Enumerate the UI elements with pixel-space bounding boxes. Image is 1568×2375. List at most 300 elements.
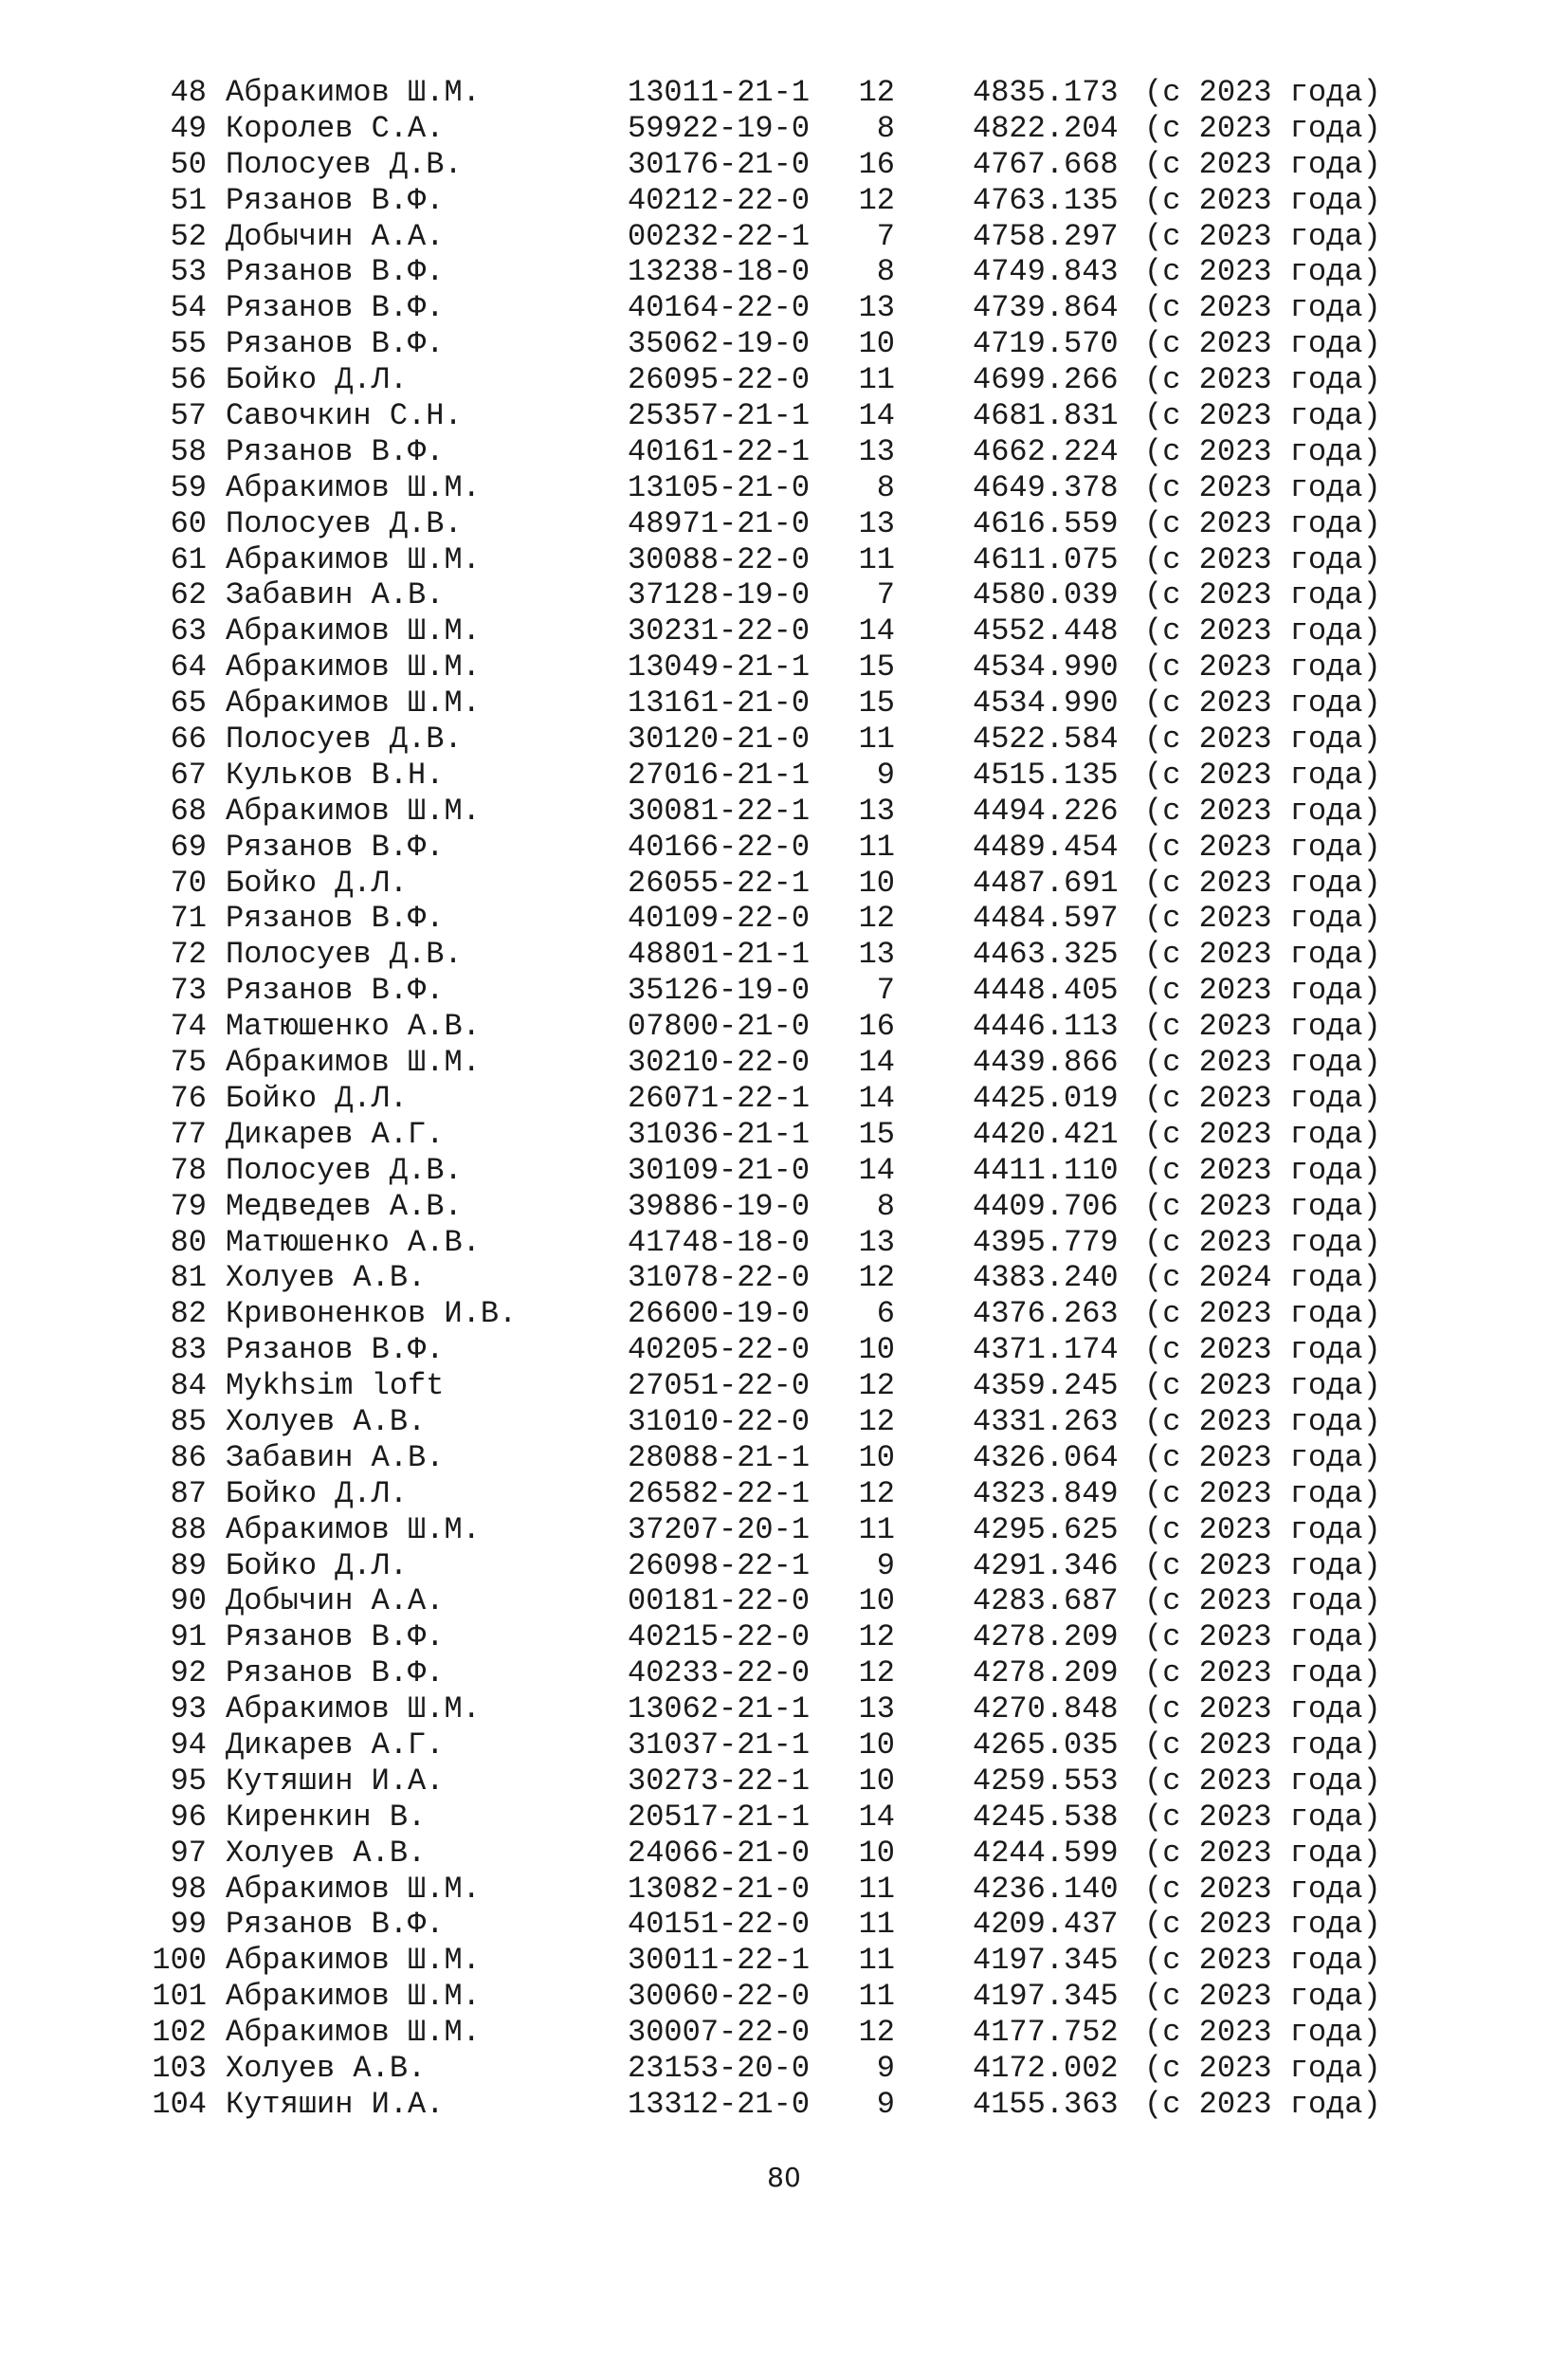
entry-code: 40109-22-0: [628, 901, 811, 937]
entry-code: 30081-22-1: [628, 793, 811, 829]
entry-count: 11: [858, 541, 895, 577]
since-year: (с 2023 года): [1144, 1583, 1381, 1619]
since-year: (с 2023 года): [1144, 1475, 1381, 1511]
owner-name: Рязанов В.Ф.: [226, 1655, 445, 1691]
page-number: 80: [767, 2162, 801, 2193]
owner-name: Mykhsim loft: [226, 1368, 445, 1404]
entry-count: 13: [858, 937, 895, 973]
list-item: [0, 1836, 1568, 1872]
entry-count: 10: [858, 326, 895, 362]
entry-code: 40151-22-0: [628, 1907, 811, 1943]
score-value: 4763.135: [973, 182, 1119, 218]
entry-code: 27016-21-1: [628, 757, 811, 793]
entry-count: 13: [858, 433, 895, 469]
entry-count: 14: [858, 1080, 895, 1116]
entry-code: 24066-21-0: [628, 1835, 811, 1871]
entry-code: 20517-21-1: [628, 1799, 811, 1835]
list-item: [0, 722, 1568, 758]
since-year: (с 2023 года): [1144, 1116, 1381, 1152]
entry-code: 31037-21-1: [628, 1726, 811, 1763]
list-item: [0, 326, 1568, 362]
score-value: 4395.779: [973, 1224, 1119, 1260]
score-value: 4616.559: [973, 505, 1119, 541]
entry-code: 37128-19-0: [628, 577, 811, 613]
since-year: (с 2023 года): [1144, 649, 1381, 685]
score-value: 4662.224: [973, 433, 1119, 469]
score-value: 4749.843: [973, 254, 1119, 290]
entry-code: 48971-21-0: [628, 505, 811, 541]
list-item: [0, 577, 1568, 613]
owner-name: Абракимов Ш.М.: [226, 75, 481, 110]
since-year: (с 2023 года): [1144, 613, 1381, 649]
rank-number: 82: [170, 1296, 207, 1332]
since-year: (с 2023 года): [1144, 290, 1381, 326]
rank-number: 99: [170, 1907, 207, 1943]
ranking-list: [0, 75, 1568, 2123]
entry-count: 13: [858, 793, 895, 829]
entry-code: 30011-22-1: [628, 1943, 811, 1979]
score-value: 4411.110: [973, 1152, 1119, 1188]
entry-count: 11: [858, 829, 895, 865]
list-item: [0, 2015, 1568, 2051]
entry-count: 11: [858, 362, 895, 398]
score-value: 4487.691: [973, 865, 1119, 901]
since-year: (с 2023 года): [1144, 1691, 1381, 1727]
entry-code: 35062-19-0: [628, 326, 811, 362]
entry-count: 9: [876, 2050, 895, 2086]
since-year: (с 2023 года): [1144, 1799, 1381, 1835]
since-year: (с 2023 года): [1144, 1655, 1381, 1691]
since-year: (с 2023 года): [1144, 362, 1381, 398]
entry-count: 10: [858, 1583, 895, 1619]
rank-number: 72: [170, 937, 207, 973]
score-value: 4259.553: [973, 1763, 1119, 1799]
entry-code: 30060-22-0: [628, 1979, 811, 2015]
since-year: (с 2023 года): [1144, 1296, 1381, 1332]
entry-count: 10: [858, 1439, 895, 1475]
entry-code: 13312-21-0: [628, 2086, 811, 2122]
since-year: (с 2023 года): [1144, 1943, 1381, 1979]
entry-count: 9: [876, 1547, 895, 1583]
since-year: (с 2023 года): [1144, 1547, 1381, 1583]
entry-count: 11: [858, 1943, 895, 1979]
entry-count: 8: [876, 110, 895, 146]
since-year: (с 2023 года): [1144, 1224, 1381, 1260]
owner-name: Королев С.А.: [226, 110, 445, 146]
list-item: [0, 1583, 1568, 1619]
entry-code: 23153-20-0: [628, 2050, 811, 2086]
since-year: (с 2023 года): [1144, 1403, 1381, 1439]
owner-name: Кульков В.Н.: [226, 757, 445, 793]
owner-name: Бойко Д.Л.: [226, 1475, 409, 1511]
score-value: 4359.245: [973, 1368, 1119, 1404]
list-item: [0, 866, 1568, 902]
owner-name: Рязанов В.Ф.: [226, 1619, 445, 1655]
rank-number: 51: [170, 182, 207, 218]
score-value: 4278.209: [973, 1655, 1119, 1691]
entry-code: 35126-19-0: [628, 973, 811, 1009]
rank-number: 50: [170, 146, 207, 182]
score-value: 4409.706: [973, 1188, 1119, 1224]
owner-name: Дикарев А.Г.: [226, 1116, 445, 1152]
score-value: 4719.570: [973, 326, 1119, 362]
rank-number: 56: [170, 362, 207, 398]
since-year: (с 2024 года): [1144, 1260, 1381, 1296]
score-value: 4534.990: [973, 649, 1119, 685]
list-item: [0, 830, 1568, 866]
list-item: [0, 542, 1568, 578]
rank-number: 67: [170, 757, 207, 793]
since-year: (с 2023 года): [1144, 829, 1381, 865]
entry-code: 26098-22-1: [628, 1547, 811, 1583]
score-value: 4699.266: [973, 362, 1119, 398]
entry-code: 30231-22-0: [628, 613, 811, 649]
owner-name: Абракимов Ш.М.: [226, 1871, 481, 1907]
owner-name: Киренкин В.: [226, 1799, 427, 1835]
score-value: 4681.831: [973, 398, 1119, 434]
list-item: [0, 685, 1568, 722]
entry-count: 11: [858, 1907, 895, 1943]
owner-name: Матюшенко А.В.: [226, 1224, 481, 1260]
rank-number: 85: [170, 1403, 207, 1439]
owner-name: Добычин А.А.: [226, 218, 445, 254]
score-value: 4376.263: [973, 1296, 1119, 1332]
entry-count: 9: [876, 2086, 895, 2122]
since-year: (с 2023 года): [1144, 1332, 1381, 1368]
list-item: [0, 1332, 1568, 1368]
list-item: [0, 1548, 1568, 1584]
since-year: (с 2023 года): [1144, 2050, 1381, 2086]
rank-number: 70: [170, 865, 207, 901]
entry-count: 10: [858, 1835, 895, 1871]
score-value: 4522.584: [973, 722, 1119, 758]
score-value: 4822.204: [973, 110, 1119, 146]
rank-number: 54: [170, 290, 207, 326]
owner-name: Рязанов В.Ф.: [226, 973, 445, 1009]
entry-count: 16: [858, 1009, 895, 1045]
list-item: [0, 1260, 1568, 1296]
owner-name: Холуев А.В.: [226, 1835, 427, 1871]
list-item: [0, 2051, 1568, 2087]
list-item: [0, 398, 1568, 434]
rank-number: 52: [170, 218, 207, 254]
score-value: 4611.075: [973, 541, 1119, 577]
owner-name: Рязанов В.Ф.: [226, 290, 445, 326]
entry-code: 30007-22-0: [628, 2015, 811, 2051]
score-value: 4439.866: [973, 1045, 1119, 1081]
entry-code: 40161-22-1: [628, 433, 811, 469]
entry-code: 40164-22-0: [628, 290, 811, 326]
rank-number: 60: [170, 505, 207, 541]
since-year: (с 2023 года): [1144, 1511, 1381, 1547]
since-year: (с 2023 года): [1144, 75, 1381, 110]
entry-code: 31010-22-0: [628, 1403, 811, 1439]
rank-number: 83: [170, 1332, 207, 1368]
list-item: [0, 901, 1568, 937]
score-value: 4383.240: [973, 1260, 1119, 1296]
score-value: 4580.039: [973, 577, 1119, 613]
rank-number: 84: [170, 1368, 207, 1404]
entry-count: 12: [858, 1619, 895, 1655]
since-year: (с 2023 года): [1144, 1045, 1381, 1081]
entry-count: 10: [858, 1763, 895, 1799]
score-value: 4270.848: [973, 1691, 1119, 1727]
entry-count: 11: [858, 1979, 895, 2015]
owner-name: Полосуев Д.В.: [226, 937, 463, 973]
entry-count: 12: [858, 1403, 895, 1439]
score-value: 4425.019: [973, 1080, 1119, 1116]
rank-number: 102: [152, 2015, 207, 2051]
list-item: [0, 147, 1568, 183]
rank-number: 81: [170, 1260, 207, 1296]
rank-number: 100: [152, 1943, 207, 1979]
entry-count: 14: [858, 1152, 895, 1188]
since-year: (с 2023 года): [1144, 110, 1381, 146]
owner-name: Абракимов Ш.М.: [226, 793, 481, 829]
since-year: (с 2023 года): [1144, 433, 1381, 469]
entry-count: 8: [876, 1188, 895, 1224]
entry-count: 11: [858, 1511, 895, 1547]
list-item: [0, 1943, 1568, 1979]
since-year: (с 2023 года): [1144, 1835, 1381, 1871]
list-item: [0, 1619, 1568, 1655]
entry-code: 13049-21-1: [628, 649, 811, 685]
rank-number: 64: [170, 649, 207, 685]
score-value: 4420.421: [973, 1116, 1119, 1152]
entry-code: 13062-21-1: [628, 1691, 811, 1727]
owner-name: Рязанов В.Ф.: [226, 433, 445, 469]
owner-name: Забавин А.В.: [226, 1439, 445, 1475]
owner-name: Полосуев Д.В.: [226, 722, 463, 758]
list-item: [0, 1727, 1568, 1763]
rank-number: 55: [170, 326, 207, 362]
entry-code: 40233-22-0: [628, 1655, 811, 1691]
rank-number: 68: [170, 793, 207, 829]
owner-name: Абракимов Ш.М.: [226, 2015, 481, 2051]
score-value: 4265.035: [973, 1726, 1119, 1763]
score-value: 4155.363: [973, 2086, 1119, 2122]
owner-name: Бойко Д.Л.: [226, 1547, 409, 1583]
entry-count: 13: [858, 1224, 895, 1260]
owner-name: Бойко Д.Л.: [226, 1080, 409, 1116]
list-item: [0, 1009, 1568, 1045]
entry-count: 12: [858, 1655, 895, 1691]
score-value: 4236.140: [973, 1871, 1119, 1907]
entry-code: 40166-22-0: [628, 829, 811, 865]
rank-number: 63: [170, 613, 207, 649]
since-year: (с 2023 года): [1144, 1080, 1381, 1116]
entry-count: 7: [876, 973, 895, 1009]
list-item: [0, 649, 1568, 685]
list-item: [0, 1404, 1568, 1440]
rank-number: 74: [170, 1009, 207, 1045]
owner-name: Рязанов В.Ф.: [226, 326, 445, 362]
list-item: [0, 111, 1568, 147]
list-item: [0, 1872, 1568, 1908]
entry-code: 40205-22-0: [628, 1332, 811, 1368]
list-item: [0, 1117, 1568, 1153]
score-value: 4197.345: [973, 1979, 1119, 2015]
owner-name: Кутяшин И.А.: [226, 1763, 445, 1799]
rank-number: 76: [170, 1080, 207, 1116]
entry-count: 13: [858, 290, 895, 326]
list-item: [0, 758, 1568, 794]
rank-number: 75: [170, 1045, 207, 1081]
score-value: 4331.263: [973, 1403, 1119, 1439]
since-year: (с 2023 года): [1144, 505, 1381, 541]
entry-code: 31036-21-1: [628, 1116, 811, 1152]
since-year: (с 2023 года): [1144, 326, 1381, 362]
score-value: 4295.625: [973, 1511, 1119, 1547]
entry-code: 26055-22-1: [628, 865, 811, 901]
entry-count: 12: [858, 1260, 895, 1296]
entry-code: 25357-21-1: [628, 398, 811, 434]
rank-number: 90: [170, 1583, 207, 1619]
rank-number: 97: [170, 1835, 207, 1871]
list-item: [0, 1153, 1568, 1189]
entry-count: 14: [858, 398, 895, 434]
entry-count: 13: [858, 505, 895, 541]
list-item: [0, 794, 1568, 830]
rank-number: 91: [170, 1619, 207, 1655]
entry-code: 41748-18-0: [628, 1224, 811, 1260]
owner-name: Матюшенко А.В.: [226, 1009, 481, 1045]
score-value: 4172.002: [973, 2050, 1119, 2086]
owner-name: Рязанов В.Ф.: [226, 254, 445, 290]
entry-count: 12: [858, 75, 895, 110]
since-year: (с 2023 года): [1144, 1619, 1381, 1655]
score-value: 4326.064: [973, 1439, 1119, 1475]
since-year: (с 2023 года): [1144, 1763, 1381, 1799]
score-value: 4446.113: [973, 1009, 1119, 1045]
owner-name: Абракимов Ш.М.: [226, 613, 481, 649]
list-item: [0, 1476, 1568, 1512]
rank-number: 57: [170, 398, 207, 434]
list-item: [0, 1368, 1568, 1404]
owner-name: Абракимов Ш.М.: [226, 1943, 481, 1979]
entry-code: 30176-21-0: [628, 146, 811, 182]
score-value: 4835.173: [973, 75, 1119, 110]
score-value: 4448.405: [973, 973, 1119, 1009]
rank-number: 59: [170, 469, 207, 505]
owner-name: Абракимов Ш.М.: [226, 1511, 481, 1547]
rank-number: 95: [170, 1763, 207, 1799]
rank-number: 71: [170, 901, 207, 937]
rank-number: 92: [170, 1655, 207, 1691]
entry-code: 30109-21-0: [628, 1152, 811, 1188]
list-item: [0, 1225, 1568, 1261]
entry-count: 7: [876, 218, 895, 254]
since-year: (с 2023 года): [1144, 254, 1381, 290]
list-item: [0, 1655, 1568, 1691]
rank-number: 69: [170, 829, 207, 865]
since-year: (с 2023 года): [1144, 1009, 1381, 1045]
owner-name: Абракимов Ш.М.: [226, 1979, 481, 2015]
entry-count: 12: [858, 1368, 895, 1404]
owner-name: Кривоненков И.В.: [226, 1296, 518, 1332]
entry-count: 10: [858, 865, 895, 901]
owner-name: Полосуев Д.В.: [226, 1152, 463, 1188]
rank-number: 61: [170, 541, 207, 577]
score-value: 4484.597: [973, 901, 1119, 937]
list-item: [0, 613, 1568, 649]
rank-number: 87: [170, 1475, 207, 1511]
rank-number: 49: [170, 110, 207, 146]
score-value: 4245.538: [973, 1799, 1119, 1835]
entry-code: 13011-21-1: [628, 75, 811, 110]
rank-number: 88: [170, 1511, 207, 1547]
entry-code: 30210-22-0: [628, 1045, 811, 1081]
entry-count: 15: [858, 649, 895, 685]
since-year: (с 2023 года): [1144, 865, 1381, 901]
owner-name: Бойко Д.Л.: [226, 865, 409, 901]
entry-count: 14: [858, 613, 895, 649]
owner-name: Холуев А.В.: [226, 1260, 427, 1296]
entry-count: 15: [858, 1116, 895, 1152]
rank-number: 48: [170, 75, 207, 110]
score-value: 4291.346: [973, 1547, 1119, 1583]
score-value: 4209.437: [973, 1907, 1119, 1943]
rank-number: 94: [170, 1726, 207, 1763]
list-item: [0, 1907, 1568, 1943]
rank-number: 58: [170, 433, 207, 469]
rank-number: 80: [170, 1224, 207, 1260]
entry-code: 13238-18-0: [628, 254, 811, 290]
entry-code: 30273-22-1: [628, 1763, 811, 1799]
list-item: [0, 1979, 1568, 2015]
owner-name: Рязанов В.Ф.: [226, 1332, 445, 1368]
list-item: [0, 75, 1568, 111]
list-item: [0, 183, 1568, 219]
list-item: [0, 937, 1568, 973]
list-item: [0, 1189, 1568, 1225]
owner-name: Абракимов Ш.М.: [226, 469, 481, 505]
score-value: 4552.448: [973, 613, 1119, 649]
rank-number: 62: [170, 577, 207, 613]
since-year: (с 2023 года): [1144, 973, 1381, 1009]
owner-name: Холуев А.В.: [226, 1403, 427, 1439]
score-value: 4463.325: [973, 937, 1119, 973]
owner-name: Дикарев А.Г.: [226, 1726, 445, 1763]
owner-name: Холуев А.В.: [226, 2050, 427, 2086]
owner-name: Абракимов Ш.М.: [226, 541, 481, 577]
entry-code: 27051-22-0: [628, 1368, 811, 1404]
list-item: [0, 1691, 1568, 1727]
since-year: (с 2023 года): [1144, 398, 1381, 434]
since-year: (с 2023 года): [1144, 1152, 1381, 1188]
entry-count: 7: [876, 577, 895, 613]
score-value: 4767.668: [973, 146, 1119, 182]
owner-name: Абракимов Ш.М.: [226, 1045, 481, 1081]
entry-count: 13: [858, 1691, 895, 1727]
rank-number: 73: [170, 973, 207, 1009]
list-item: [0, 219, 1568, 255]
since-year: (с 2023 года): [1144, 469, 1381, 505]
entry-code: 26071-22-1: [628, 1080, 811, 1116]
owner-name: Рязанов В.Ф.: [226, 182, 445, 218]
since-year: (с 2023 года): [1144, 901, 1381, 937]
score-value: 4739.864: [973, 290, 1119, 326]
entry-count: 9: [876, 757, 895, 793]
entry-code: 30120-21-0: [628, 722, 811, 758]
rank-number: 96: [170, 1799, 207, 1835]
entry-code: 26582-22-1: [628, 1475, 811, 1511]
entry-count: 14: [858, 1799, 895, 1835]
score-value: 4371.174: [973, 1332, 1119, 1368]
entry-code: 40212-22-0: [628, 182, 811, 218]
score-value: 4649.378: [973, 469, 1119, 505]
list-item: [0, 1512, 1568, 1548]
